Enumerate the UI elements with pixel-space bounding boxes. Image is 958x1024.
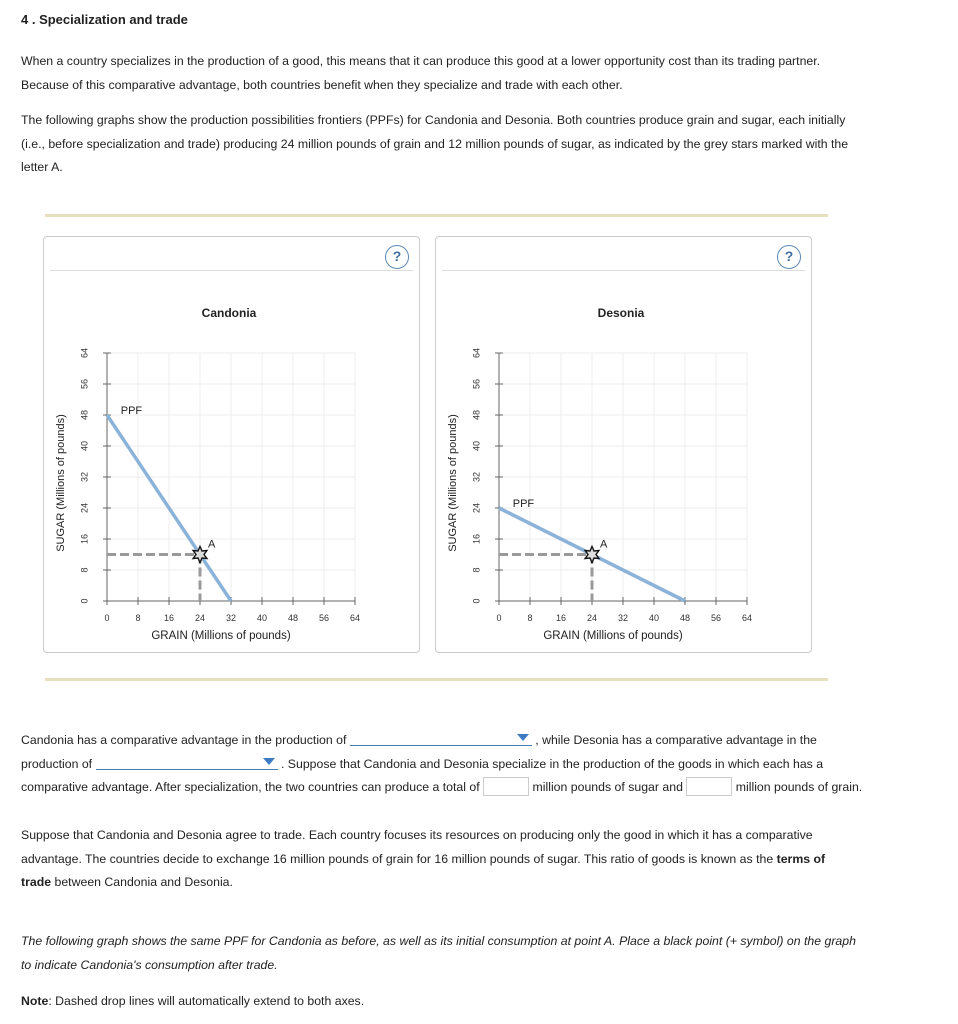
question-text-7: million pounds of grain. <box>735 780 863 794</box>
y-tick-label: 0 <box>79 598 90 604</box>
y-tick-label: 24 <box>79 502 90 514</box>
y-tick-label: 64 <box>471 347 482 359</box>
y-tick-label: 48 <box>471 409 482 421</box>
y-tick-label: 48 <box>79 409 90 421</box>
question-text-6: million pounds of sugar and <box>532 780 683 794</box>
terms-of-trade-bold-a: terms of <box>776 851 826 866</box>
help-icon[interactable]: ? <box>385 245 409 269</box>
x-axis-label: GRAIN (Millions of pounds) <box>543 630 683 642</box>
y-tick-label: 32 <box>79 471 90 483</box>
comparative-advantage-question <box>21 729 946 800</box>
trade-line-3: between Candonia and Desonia. <box>54 875 233 889</box>
question-text-1: Candonia has a comparative advantage in the production of <box>21 733 347 747</box>
y-tick-label: 64 <box>79 347 90 359</box>
desonia-chart[interactable] <box>436 237 811 652</box>
y-tick-label: 40 <box>471 440 482 452</box>
ppf-label: PPF <box>512 498 535 510</box>
select-desonia-good[interactable] <box>96 755 278 770</box>
note-text: : Dashed drop lines will automatically extend to both axes. <box>48 994 365 1008</box>
graphs-description <box>21 109 946 180</box>
select-candonia-good[interactable] <box>350 731 532 746</box>
x-tick-label: 48 <box>287 613 299 623</box>
question-text-2: , while Desonia has a comparative advantage in the <box>535 733 817 747</box>
y-tick-label: 16 <box>471 533 482 545</box>
x-tick-label: 64 <box>349 613 361 623</box>
y-tick-label: 32 <box>471 471 482 483</box>
x-tick-label: 56 <box>710 613 722 623</box>
question-text-4: . Suppose that Candonia and Desonia specialize in the production of the goods in which each has a <box>280 756 824 771</box>
total-sugar-input[interactable] <box>483 777 529 796</box>
y-tick-label: 8 <box>471 567 482 573</box>
y-tick-label: 0 <box>471 598 482 604</box>
y-tick-label: 24 <box>471 502 482 514</box>
graphs-desc-line-1: The following graphs show the production possibilities frontiers (PPFs) for Candonia and Desonia. Both countries produce grain and sugar, each initially <box>21 113 846 127</box>
y-tick-label: 56 <box>79 378 90 390</box>
chevron-down-icon <box>263 758 275 765</box>
y-tick-label: 40 <box>79 440 90 452</box>
desonia-graph-panel <box>435 236 812 653</box>
x-tick-label: 0 <box>496 613 502 623</box>
x-tick-label: 40 <box>256 613 268 623</box>
x-tick-label: 56 <box>318 613 330 623</box>
help-icon[interactable]: ? <box>777 245 801 269</box>
chart-title: Desonia <box>597 306 645 320</box>
intro-line-1: When a country specializes in the production of a good, this means that it can produce this good at a lower opportunity cost than its trading partner. <box>21 54 821 68</box>
x-tick-label: 0 <box>104 613 110 623</box>
graphs-desc-line-3: letter A. <box>21 160 63 174</box>
x-tick-label: 64 <box>741 613 753 623</box>
x-tick-label: 24 <box>586 613 598 623</box>
x-tick-label: 32 <box>225 613 237 623</box>
x-tick-label: 8 <box>527 613 533 623</box>
x-tick-label: 24 <box>194 613 206 623</box>
y-tick-label: 56 <box>471 378 482 390</box>
final-line-2: to indicate Candonia's consumption after trade. <box>21 957 278 972</box>
y-tick-label: 16 <box>79 533 90 545</box>
ppf-label: PPF <box>120 405 143 417</box>
terms-of-trade-bold-b: trade <box>21 875 52 889</box>
point-a-label: A <box>600 538 608 551</box>
trade-line-1: Suppose that Candonia and Desonia agree to trade. Each country focuses its resources on producing only the good in which it has a comparative <box>21 828 813 842</box>
chart-title: Candonia <box>201 306 257 320</box>
note <box>21 990 946 1014</box>
trade-line-2: advantage. The countries decide to exchange 16 million pounds of grain for 16 million pounds of sugar. This ratio of goods is known as the <box>21 851 774 866</box>
point-a-label: A <box>208 538 216 551</box>
final-instructions <box>21 930 946 977</box>
x-tick-label: 8 <box>135 613 141 623</box>
y-axis-label: SUGAR (Millions of pounds) <box>55 414 67 552</box>
total-grain-input[interactable] <box>686 777 732 796</box>
y-tick-label: 8 <box>79 567 90 573</box>
final-line-1: The following graph shows the same PPF for Candonia as before, as well as its initial consumption at point A. Place a black point (+ symbol) on the graph <box>21 934 856 948</box>
graphs-desc-line-2: (i.e., before specialization and trade) producing 24 million pounds of grain and 12 million pounds of sugar, as indicated by the grey stars marked with the <box>21 136 849 151</box>
question-text-5: comparative advantage. After specialization, the two countries can produce a total of <box>21 780 480 794</box>
top-divider <box>45 214 828 217</box>
x-tick-label: 16 <box>555 613 567 623</box>
x-axis-label: GRAIN (Millions of pounds) <box>151 630 291 642</box>
x-tick-label: 16 <box>163 613 175 623</box>
x-tick-label: 32 <box>617 613 629 623</box>
candonia-graph-panel <box>43 236 420 653</box>
chevron-down-icon <box>517 734 529 741</box>
x-tick-label: 48 <box>679 613 691 623</box>
bottom-divider <box>45 678 828 681</box>
x-tick-label: 40 <box>648 613 660 623</box>
note-label: Note <box>21 994 49 1008</box>
question-text-3: production of <box>21 756 93 771</box>
y-axis-label: SUGAR (Millions of pounds) <box>447 414 459 552</box>
intro-line-2: Because of this comparative advantage, both countries benefit when they specialize and trade with each other. <box>21 77 623 92</box>
intro-paragraph <box>21 50 946 97</box>
candonia-chart[interactable] <box>44 237 419 652</box>
terms-of-trade-paragraph <box>21 824 946 895</box>
question-title: 4 . Specialization and trade <box>21 12 188 27</box>
point-a-star-icon <box>585 547 599 563</box>
